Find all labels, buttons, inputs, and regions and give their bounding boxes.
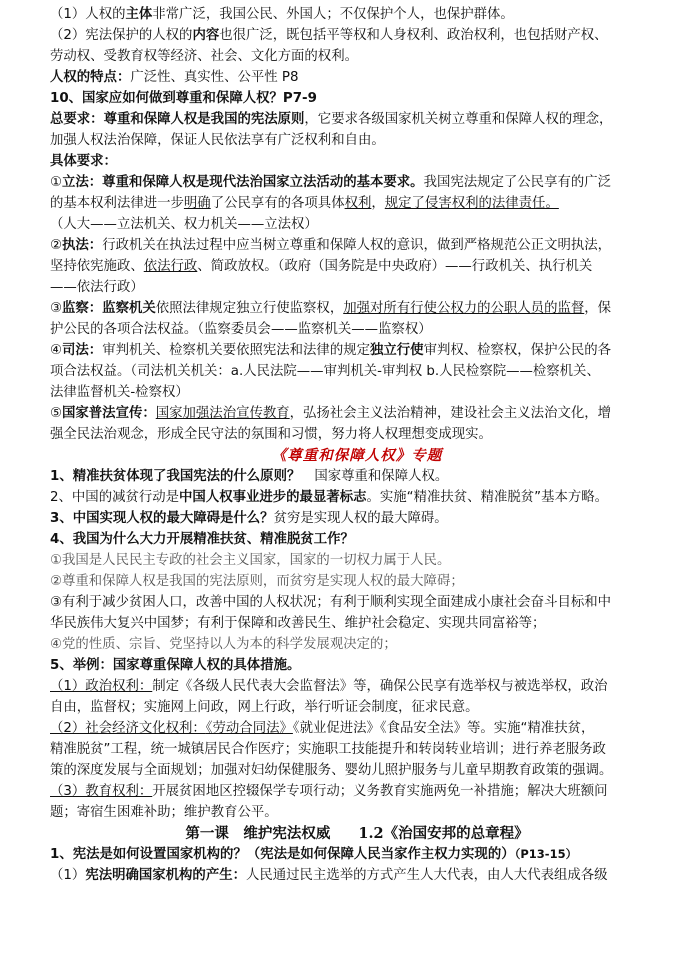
marker: ⑤ <box>50 406 63 421</box>
text-line: 法律监督机关-检察权） <box>50 385 189 400</box>
keyword: 内容 <box>192 28 220 43</box>
text: 了公民享有的各项具体 <box>210 196 345 211</box>
text-line <box>50 193 664 214</box>
text: （1）人权的 <box>50 7 126 22</box>
example-line: 自由，监督权；实施网上问政，网上行政，举行听证会制度，征求民意。 <box>50 700 479 715</box>
topic-title: 《尊重和保障人权》专题 <box>271 447 443 464</box>
text-line <box>50 865 664 886</box>
text: 坚持依宪施政、 <box>50 259 144 274</box>
keyword: 监察：监察机关 <box>62 301 156 316</box>
chapter-heading <box>50 823 664 844</box>
text-line: （人大——立法机关、权力机关——立法权） <box>50 217 318 232</box>
reason-line: ①我国是人民民主专政的社会主义国家，国家的一切权力属于人民。 <box>50 553 451 568</box>
question: 1、精准扶贫体现了我国宪法的什么原则？ <box>50 469 301 484</box>
text: 的基本权利法律进一步 <box>50 196 184 211</box>
marker: ② <box>50 238 63 253</box>
question: 1、宪法是如何设置国家机构的？（宪法是如何保障人民当家作主权力实现的） <box>50 847 515 862</box>
text: ，保 <box>584 301 612 316</box>
text: 审判机关、检察机关要依照宪法和法律的规定 <box>102 343 370 358</box>
text: 行政机关在执法过程中应当树立尊重和保障人权的意识，做到严格规范公正文明执法， <box>102 238 612 253</box>
section-heading: 具体要求： <box>50 154 117 169</box>
underlined: 《劳动合同法》 <box>205 721 293 736</box>
section-title: 1.2《治国安邦的总章程》 <box>358 825 529 842</box>
text: 人民通过民主选举的方式产生人大代表，由人大代表组成各级 <box>246 868 608 883</box>
underlined: 国家加强法治宣传教育 <box>155 406 290 421</box>
text: 非常广泛，我国公民、外国人；不仅保护个人，也保护群体。 <box>152 7 514 22</box>
page-reference: （P13-15） <box>514 847 578 861</box>
text-line: 加强人权法治保障，保证人民依法享有广泛权利和自由。 <box>50 133 385 148</box>
text-line: 护公民的各项合法权益。（监察委员会——监察机关——监察权） <box>50 322 432 337</box>
keyword: 国家普法宣传： <box>62 406 156 421</box>
question-line <box>50 487 664 508</box>
keyword: 立法：尊重和保障人权是现代法治国家立法活动的基本要求。 <box>62 175 424 190</box>
marker: ③ <box>50 301 63 316</box>
reason-line: 华民族伟大复兴中国梦；有利于保障和改善民生、维护社会稳定、实现共同富裕等； <box>50 616 546 631</box>
example-line: 精准脱贫”工程，统一城镇居民合作医疗；实施职工技能提升和转岗转业培训；进行养老服务政 <box>50 742 606 757</box>
question-heading: 5、举例：国家尊重保障人权的具体措施。 <box>50 658 301 673</box>
underlined: 依法行政 <box>143 259 198 274</box>
example-line <box>50 718 664 739</box>
text: 依照法律规定独立行使监察权， <box>155 301 344 316</box>
reason-line: ②尊重和保障人权是我国的宪法原则，而贫穷是实现人权的最大障碍； <box>50 574 464 589</box>
text: 《食品安全法》 <box>379 721 467 736</box>
keyword: 独立行使 <box>370 343 424 358</box>
text-line <box>50 67 664 88</box>
example-line: 策的深度发展与全面规划；加强对妇幼保健服务、婴幼儿照护服务与儿童早期教育政策的强调。 <box>50 763 613 778</box>
text: 《就业促进法》 <box>292 721 380 736</box>
text: ，弘扬社会主义法治精神，建设社会主义法治文化，增 <box>289 406 612 421</box>
underlined: （3）教育权利： <box>50 784 153 799</box>
question-heading: 10、国家应如何做到尊重和保障人权？P7-9 <box>50 91 317 106</box>
marker: ① <box>50 175 63 190</box>
text: 审判权、检察权，保护公民的各 <box>423 343 612 358</box>
keyword: 尊重和保障人权是我国的宪法原则 <box>103 112 305 127</box>
reason-line: ③有利于减少贫困人口，改善中国的人权状况；有利于顺利实现全面建成小康社会奋斗目标和中 <box>50 595 612 610</box>
heading: 人权的特点： <box>50 70 131 85</box>
example-line <box>50 676 664 697</box>
text: ，它要求各级国家机关树立尊重和保障人权的理念， <box>304 112 613 127</box>
example-line <box>50 781 664 802</box>
text-line <box>50 25 664 46</box>
text: ， <box>371 196 385 211</box>
answer: 国家尊重和保障人权。 <box>314 469 449 484</box>
text-line: 劳动权、受教育权等经济、社会、文化方面的权利。 <box>50 49 358 64</box>
text: （2）宪法保护的人权的 <box>50 28 193 43</box>
text-line <box>50 109 664 130</box>
text-line: ——依法行政） <box>50 280 144 295</box>
text-line <box>50 172 664 193</box>
heading: 总要求： <box>50 112 104 127</box>
lesson-title: 第一课 维护宪法权威 <box>185 825 331 842</box>
text: 2、中国的减贫行动是 <box>50 490 180 505</box>
text-line <box>50 403 664 424</box>
question-line <box>50 844 664 865</box>
underlined: 权利 <box>344 196 372 211</box>
keyword: 执法： <box>62 238 103 253</box>
text-line <box>50 4 664 25</box>
text-line <box>50 340 664 361</box>
marker: （1） <box>50 868 86 883</box>
text-line <box>50 235 664 256</box>
underlined: 明确 <box>183 196 211 211</box>
underlined: （2）社会经济文化权利： <box>50 721 206 736</box>
text: 等。实施“精准扶贫， <box>466 721 595 736</box>
keyword: 主体 <box>125 7 153 22</box>
example-line: 题；寄宿生困难补助；维护教育公平。 <box>50 805 278 820</box>
question: 3、中国实现人权的最大障碍是什么？ <box>50 511 274 526</box>
text-line: 强全民法治观念，形成全民守法的氛围和习惯，努力将人权理想变成现实。 <box>50 427 492 442</box>
text: 制定《各级人民代表大会监督法》等，确保公民享有选举权与被选举权，政治 <box>152 679 608 694</box>
question-line <box>50 508 664 529</box>
text-line: 项合法权益。（司法机关机关：a.人民法院——审判机关-审判权 b.人民检察院——检察机关、 <box>50 364 600 379</box>
keyword: 司法： <box>62 343 103 358</box>
keyword: 宪法明确国家机构的产生： <box>85 868 246 883</box>
text-line <box>50 298 664 319</box>
text: 我国宪法规定了公民享有的广泛 <box>423 175 612 190</box>
text: 广泛性、真实性、公平性 P8 <box>130 70 299 85</box>
reason-line: ④党的性质、宗旨、党坚持以人为本的科学发展观决定的； <box>50 637 397 652</box>
marker: ④ <box>50 343 63 358</box>
question-line <box>50 466 664 487</box>
underlined: 加强对所有行使公权力的公职人员的监督 <box>343 301 585 316</box>
text: 、简政放权。（政府（国务院是中央政府）——行政机关、执行机关 <box>197 259 593 274</box>
text-line <box>50 256 664 277</box>
text: 开展贫困地区控辍保学专项行动；义务教育实施两免一补措施；解决大班额问 <box>152 784 608 799</box>
question-heading: 4、我国为什么大力开展精准扶贫、精准脱贫工作？ <box>50 532 354 547</box>
keyword: 中国人权事业进步的最显著标志 <box>179 490 367 505</box>
text: 也很广泛，既包括平等权和人身权利、政治权利，也包括财产权、 <box>219 28 608 43</box>
underlined: （1）政治权利： <box>50 679 153 694</box>
text: 。实施“精准扶贫、精准脱贫”基本方略。 <box>366 490 609 505</box>
underlined: 规定了侵害权利的法律责任。 <box>384 196 559 211</box>
answer: 贫穷是实现人权的最大障碍。 <box>273 511 448 526</box>
